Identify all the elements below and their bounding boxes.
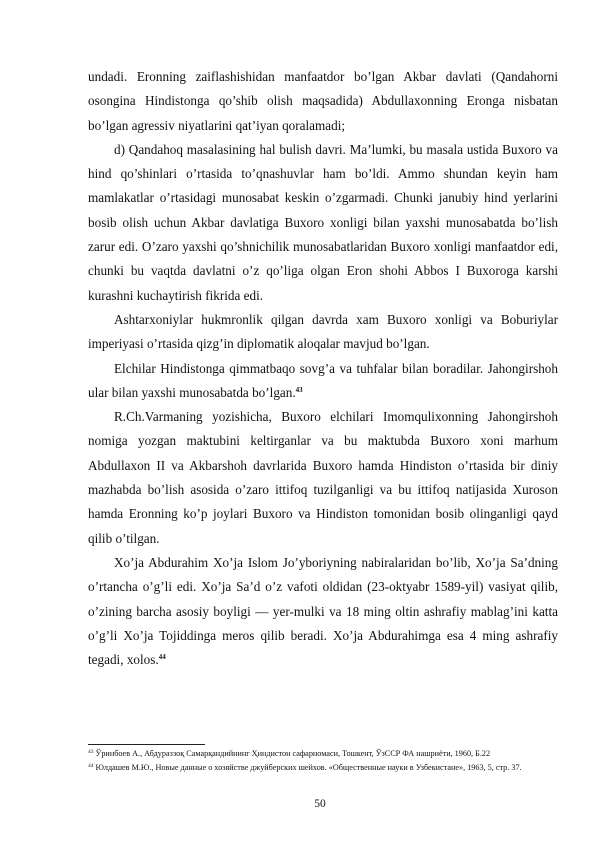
paragraph-text: d) Qandahoq masalasining hal bulish davri. Ma’lumki, bu masala ustida Buxoro va hind qo’shinlari o’rtasida to’qnashuvlar ham bo’ldi. Ammo shundan keyin ham mamlakatlar o’rtasidagi munosabat keskin o’zgarmadi. Chunki janubiy hind yerlarini bosib olish uchun Akbar davlatiga Buxoro xonligi bilan yaxshi munosabatda bo’lish zarur edi. O’zaro yaxshi qo’shnichilik munosabatlaridan Buxoro xonligi manfaatdor edi, chunki bu vaqtda davlatni o’z qo’liga olgan Eron shohi Abbos I Buxoroga karshi kurashni kuchaytirish fikrida edi. [88,141,558,303]
paragraph-text: R.Ch.Varmaning yozishicha, Buxoro elchilari Imomqulixonning Jahongirshoh nomiga yozgan maktubini keltirganlar va bu maktubda Buxoro xoni marhum Abdullaxon II va Akbarshoh davrlarida Buxoro hamda Hindiston o’rtasida bir diniy mazhabda bo’lish asosida o’zaro ittifoq tuzilganligi va bu ittifoq natijasida Xuroson hamda Eronning ko’p joylari Buxoro va Hindiston tomonidan bosib olinganligi qayd qilib o’tilgan. [88,409,558,546]
paragraph [88,551,558,672]
paragraph [88,357,558,406]
paragraph [88,65,558,138]
paragraph [88,405,558,551]
footnotes [88,748,558,775]
footnote-divider [88,744,205,745]
paragraph [88,308,558,357]
paragraph-text: Elchilar Hindistonga qimmatbaqo sovg’a va tuhfalar bilan boradilar. Jahongirshoh ular bilan yaxshi munosabatda bo’lgan. [88,360,558,400]
footnote-number: 44 [88,762,94,769]
body-text [88,65,558,672]
paragraph-text: Xo’ja Abdurahim Xo’ja Islom Jo’yboriyning nabiralaridan bo’lib, Xo’ja Sa’dning o’rtancha o’g’li edi. Xo’ja Sa’d o’z vafoti oldidan (23-oktyabr 1589-yil) vasiyat qilib, o’zining barcha asosiy boyligi — yer-mulki va 18 ming oltin ashrafiy mablag’ini katta o’g’li Xo’ja Tojiddinga meros qilib beradi. Xo’ja Abdurahimga esa 4 ming ashrafiy tegadi, xolos. [88,554,558,668]
footnote-reference[interactable]: 43 [295,385,303,394]
footnote-reference[interactable]: 44 [158,653,166,662]
footnote [88,762,558,774]
footnote-text: Ўринбоев А., Абдураззоқ Самарқандийнинг Ҳиндистон сафарномаси, Тошкент, ЎзССР ФА нашриёти, 1960, Б.22 [95,749,491,758]
paragraph [88,138,558,308]
footnote-number: 43 [88,749,94,755]
paragraph-text: undadi. Eronning zaiflashishidan manfaatdor bo’lgan Akbar davlati (Qandahorni osongina Hindistonga qo’shib olish maqsadida) Abdullaxonning Eronga nisbatan bo’lgan agressiv niyatlarini qat’iyan qoralamadi; [88,69,558,133]
footnote [88,748,558,760]
footnote-text: Юлдашев М.Ю., Новые данные о хозяйстве джуйберских шейхов. «Общественные науки в Узбекистане», 1963, 5, стр. 37. [95,762,522,772]
page-number: 50 [314,798,326,810]
paragraph-text: Ashtarxoniylar hukmronlik qilgan davrda xam Buxoro xonligi va Boburiylar imperiyasi o’rtasida qizg’in diplomatik aloqalar mavjud bo’lgan. [88,311,558,352]
